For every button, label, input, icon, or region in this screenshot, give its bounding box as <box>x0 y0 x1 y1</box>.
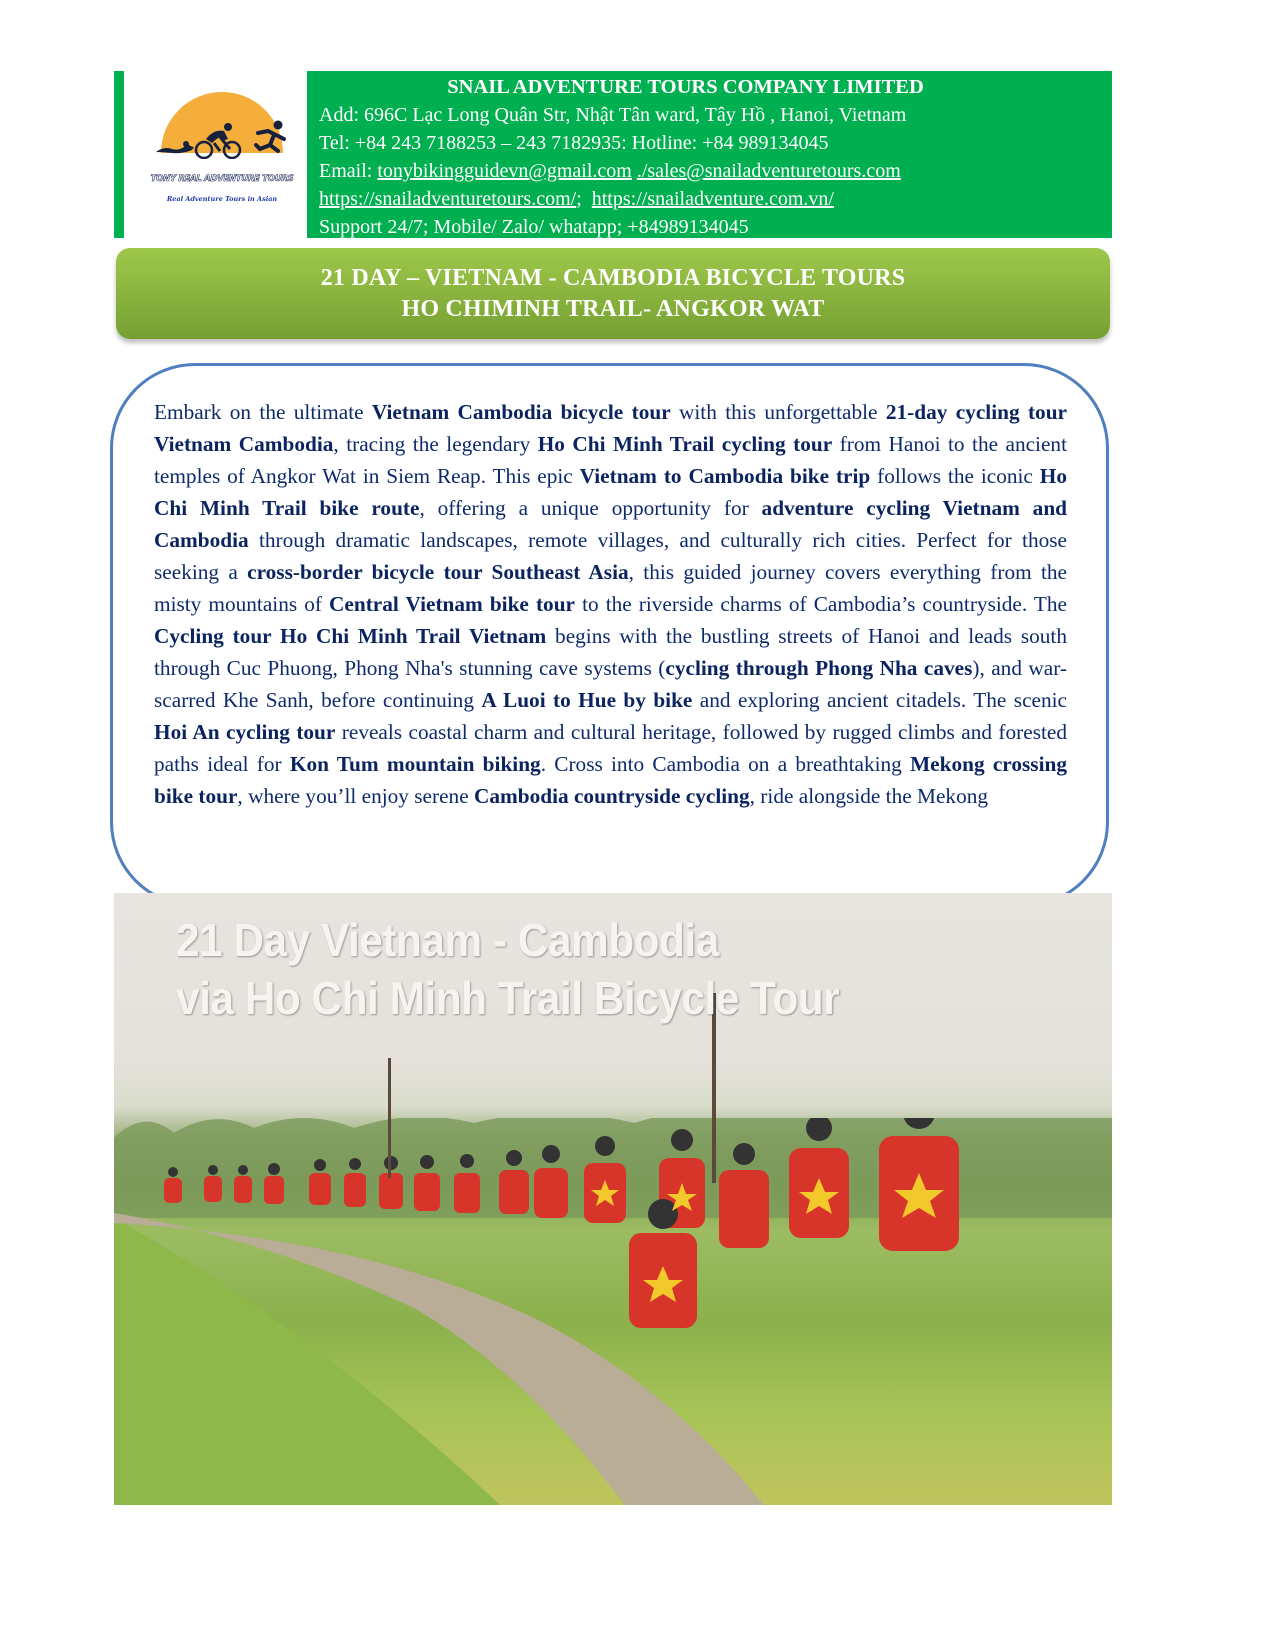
company-websites <box>319 185 1112 213</box>
keyword-highlight: Vietnam Cambodia bicycle tour <box>371 400 671 424</box>
keyword-highlight: Cycling tour Ho Chi Minh Trail Vietnam <box>154 624 547 648</box>
company-phone: Tel: +84 243 7188253 – 243 7182935: Hotline: +84 989134045 <box>319 132 829 154</box>
intro-text-segment: with this unforgettable <box>670 400 886 424</box>
website-separator: ; <box>576 188 592 210</box>
intro-text-segment: begins with the bustling streets of Hanoi and leads south through Cuc Phuong, Phong Nha's stunning cave systems ( <box>154 624 1067 680</box>
contact-info <box>307 71 1112 238</box>
email-link-tony[interactable]: tonybikingguidevn@gmail.com <box>377 160 632 182</box>
hero-title-line2: via Ho Chi Minh Trail Bicycle Tour <box>176 972 840 1024</box>
keyword-highlight: Hoi An cycling tour <box>154 720 336 744</box>
keyword-highlight: cycling through Phong Nha caves <box>665 656 973 680</box>
keyword-highlight: Ho Chi Minh Trail bike route <box>154 464 1067 520</box>
cyclists-on-road-image <box>114 1118 1112 1505</box>
keyword-highlight: Mekong crossing bike tour <box>154 752 1067 808</box>
company-email-line <box>319 157 1112 185</box>
tour-title-line1: 21 DAY – VIETNAM - CAMBODIA BICYCLE TOURS <box>320 264 906 291</box>
email-label: Email: <box>319 160 378 182</box>
hero-photo <box>114 893 1112 1505</box>
intro-text-segment: Embark on the ultimate <box>154 400 372 424</box>
website-link-snailadventure-vn[interactable]: https://snailadventure.com.vn/ <box>591 188 834 210</box>
hero-title <box>176 911 839 1027</box>
tour-title-banner <box>116 248 1110 339</box>
intro-text-segment: . Cross into Cambodia on a breathtaking <box>540 752 911 776</box>
keyword-highlight: 21-day cycling tour Vietnam Cambodia <box>154 400 1067 456</box>
intro-text-segment: , where you’ll enjoy serene <box>237 784 474 808</box>
intro-text-segment: , this guided journey covers everything from the misty mountains of <box>154 560 1067 616</box>
tour-title-line2: HO CHIMINH TRAIL- ANGKOR WAT <box>401 295 825 322</box>
keyword-highlight: Cambodia countryside cycling <box>473 784 750 808</box>
intro-box <box>110 363 1109 907</box>
company-support: Support 24/7; Mobile/ Zalo/ whatapp; +84989134045 <box>319 216 749 238</box>
company-logo <box>114 71 307 238</box>
intro-text-segment: ), and war-scarred Khe Sanh, before continuing <box>154 656 1067 712</box>
intro-text-segment: and exploring ancient citadels. The scenic <box>692 688 1067 712</box>
intro-text-segment: follows the iconic <box>870 464 1040 488</box>
website-link-snailadventuretours[interactable]: https://snailadventuretours.com/ <box>319 188 577 210</box>
intro-text-segment: to the riverside charms of Cambodia’s countryside. The <box>575 592 1067 616</box>
intro-text-segment: through dramatic landscapes, remote villages, and culturally rich cities. Perfect for those seeking a <box>154 528 1067 584</box>
company-address: Add: 696C Lạc Long Quân Str, Nhật Tân ward, Tây Hồ , Hanoi, Vietnam <box>319 104 907 126</box>
company-header <box>114 71 1112 238</box>
intro-text-segment: , tracing the legendary <box>333 432 538 456</box>
keyword-highlight: adventure cycling Vietnam and Cambodia <box>154 496 1067 552</box>
keyword-highlight: Kon Tum mountain biking <box>289 752 541 776</box>
logo-title: TONY REAL ADVENTURE TOURS <box>150 174 294 184</box>
intro-text-segment: reveals coastal charm and cultural heritage, followed by rugged climbs and forested paths ideal for <box>154 720 1067 776</box>
keyword-highlight: Vietnam to Cambodia bike trip <box>579 464 871 488</box>
keyword-highlight: A Luoi to Hue by bike <box>481 688 693 712</box>
company-name: SNAIL ADVENTURE TOURS COMPANY LIMITED <box>447 76 924 98</box>
email-link-sales[interactable]: ./sales@snailadventuretours.com <box>636 160 901 182</box>
intro-paragraph <box>154 396 1067 872</box>
triathlon-swim-bike-run-icon <box>154 119 294 159</box>
intro-text-segment: from Hanoi to the ancient temples of Angkor Wat in Siem Reap. This epic <box>154 432 1067 488</box>
logo-tagline: Real Adventure Tours in Asian <box>166 195 278 203</box>
keyword-highlight: cross-border bicycle tour Southeast Asia <box>247 560 629 584</box>
utility-pole-icon <box>388 1058 391 1178</box>
intro-text-segment: , ride alongside the Mekong <box>749 784 989 808</box>
keyword-highlight: Central Vietnam bike tour <box>329 592 575 616</box>
intro-text-segment: , offering a unique opportunity for <box>419 496 762 520</box>
hero-title-line1: 21 Day Vietnam - Cambodia <box>176 914 719 966</box>
keyword-highlight: Ho Chi Minh Trail cycling tour <box>537 432 833 456</box>
